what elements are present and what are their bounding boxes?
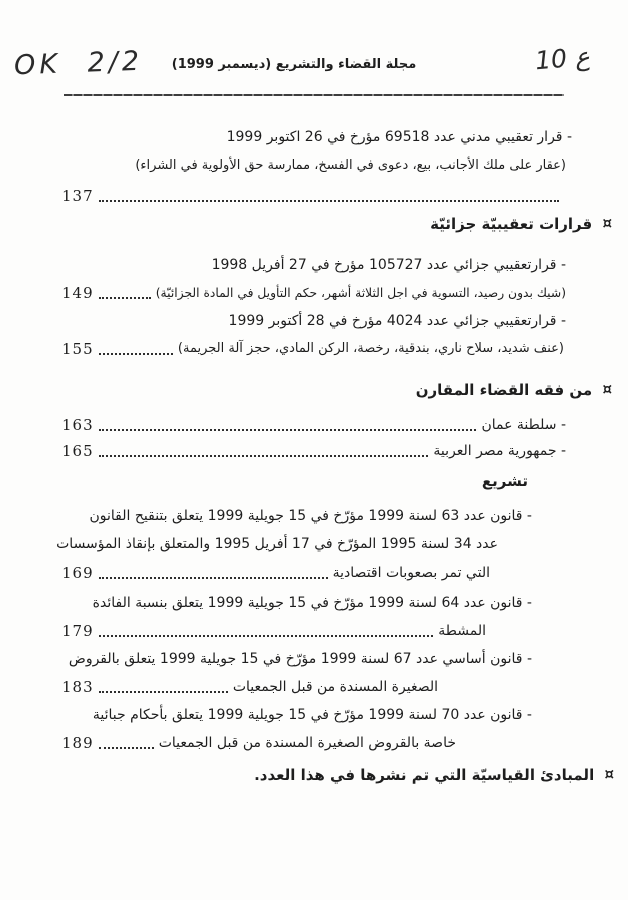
toc-entry-law67-line1: - قانون أساسي عدد 67 لسنة 1999 مؤرّخ في 15 جويلية 1999 يتعلق بالقروض bbox=[68, 651, 532, 667]
page-number: 179 bbox=[62, 622, 94, 640]
dotted-leader bbox=[99, 353, 173, 355]
dotted-leader bbox=[99, 691, 228, 693]
section-heading-label: قرارات تعقيبيّة جزائيّة bbox=[430, 215, 593, 233]
dotted-leader bbox=[99, 747, 154, 749]
toc-entry-keywords: (شيك بدون رصيد، التسوية في اجل الثلاثة أشهر، حكم التأويل في المادة الجزائيّة) bbox=[155, 286, 566, 300]
toc-entry-keywords: (عنف شديد، سلاح ناري، بندقية، رخصة، الركن المادي، حجز آلة الجريمة) bbox=[177, 341, 564, 356]
toc-entry-penal-105727-leader bbox=[62, 282, 566, 304]
footer-note bbox=[254, 764, 614, 786]
dotted-leader bbox=[99, 577, 328, 579]
toc-entry-penal-4024-leader bbox=[62, 338, 564, 360]
toc-entry-title: - سلطنة عمان bbox=[481, 417, 566, 433]
section-bullet-icon: ¤ bbox=[602, 214, 612, 232]
toc-entry-civil-69518-keywords: (عقار على ملك الأجانب، بيع، دعوى في الفسخ، ممارسة حق الأولوية في الشراء) bbox=[135, 158, 566, 173]
toc-entry-law64-line1: - قانون عدد 64 لسنة 1999 مؤرّخ في 15 جويلية 1999 يتعلق بنسبة الفائدة bbox=[92, 595, 532, 611]
handwritten-annotation-right: ع 10 bbox=[534, 41, 592, 76]
page-number: 183 bbox=[62, 678, 94, 696]
toc-entry-oman bbox=[62, 414, 566, 436]
page-number: 163 bbox=[62, 416, 94, 434]
toc-entry-law64-leader bbox=[62, 620, 486, 642]
toc-entry-law67-leader bbox=[62, 676, 438, 698]
page-number: 165 bbox=[62, 442, 94, 460]
toc-entry-civil-69518-leader bbox=[62, 185, 564, 207]
section-heading-label: من فقه القضاء المقارن bbox=[415, 381, 593, 399]
toc-entry-text: المشطة bbox=[438, 623, 486, 639]
page-number: 189 bbox=[62, 734, 94, 752]
dotted-leader bbox=[99, 455, 429, 457]
dotted-leader bbox=[99, 429, 477, 431]
dotted-leader bbox=[99, 200, 559, 202]
section-heading-penal bbox=[430, 213, 612, 235]
toc-entry-text: الصغيرة المسندة من قبل الجمعيات bbox=[232, 679, 438, 695]
dotted-leader bbox=[99, 297, 151, 299]
handwritten-annotation-left: OK 2/2 bbox=[13, 45, 144, 82]
toc-entry-law70-leader bbox=[62, 732, 456, 754]
toc-entry-egypt bbox=[62, 440, 566, 462]
toc-entry-penal-105727-title: - قرارتعقيبي جزائي عدد 105727 مؤرخ في 27 أفريل 1998 bbox=[211, 257, 566, 273]
toc-entry-penal-4024-title: - قرارتعقيبي جزائي عدد 4024 مؤرخ في 28 أكتوبر 1999 bbox=[228, 313, 566, 329]
toc-entry-law63-line2: عدد 34 لسنة 1995 المؤرّخ في 17 أفريل 1995 والمتعلق بإنقاذ المؤسسات bbox=[56, 536, 498, 552]
section-bullet-icon: ¤ bbox=[604, 765, 614, 783]
toc-entry-text: التي تمر بصعوبات اقتصادية bbox=[332, 565, 490, 581]
toc-entry-civil-69518-title: - قرار تعقيبي مدني عدد 69518 مؤرخ في 26 اكتوبر 1999 bbox=[226, 129, 572, 145]
page-number: 137 bbox=[62, 187, 94, 205]
toc-entry-law63-line1: - قانون عدد 63 لسنة 1999 مؤرّخ في 15 جويلية 1999 يتعلق بتنقيح القانون bbox=[89, 508, 532, 524]
toc-entry-text: خاصة بالقروض الصغيرة المسندة من قبل الجمعيات bbox=[158, 735, 456, 751]
section-heading-legislation: تشريع bbox=[481, 472, 528, 490]
journal-title: مجلة القضاء والتشريع (ديسمبر 1999) bbox=[171, 57, 417, 72]
toc-entry-law70-line1: - قانون عدد 70 لسنة 1999 مؤرّخ في 15 جويلية 1999 يتعلق بأحكام جبائية bbox=[92, 707, 532, 723]
footer-note-label: المبادئ القياسيّة التي تم نشرها في هذا العدد. bbox=[254, 766, 595, 784]
header-divider bbox=[64, 94, 564, 96]
dotted-leader bbox=[99, 635, 434, 637]
toc-entry-title: - جمهورية مصر العربية bbox=[433, 443, 566, 459]
page-number: 155 bbox=[62, 340, 94, 358]
page-number: 149 bbox=[62, 284, 94, 302]
section-bullet-icon: ¤ bbox=[602, 380, 612, 398]
toc-entry-law63-leader bbox=[62, 562, 490, 584]
section-heading-comparative bbox=[416, 379, 612, 401]
page-number: 169 bbox=[62, 564, 94, 582]
